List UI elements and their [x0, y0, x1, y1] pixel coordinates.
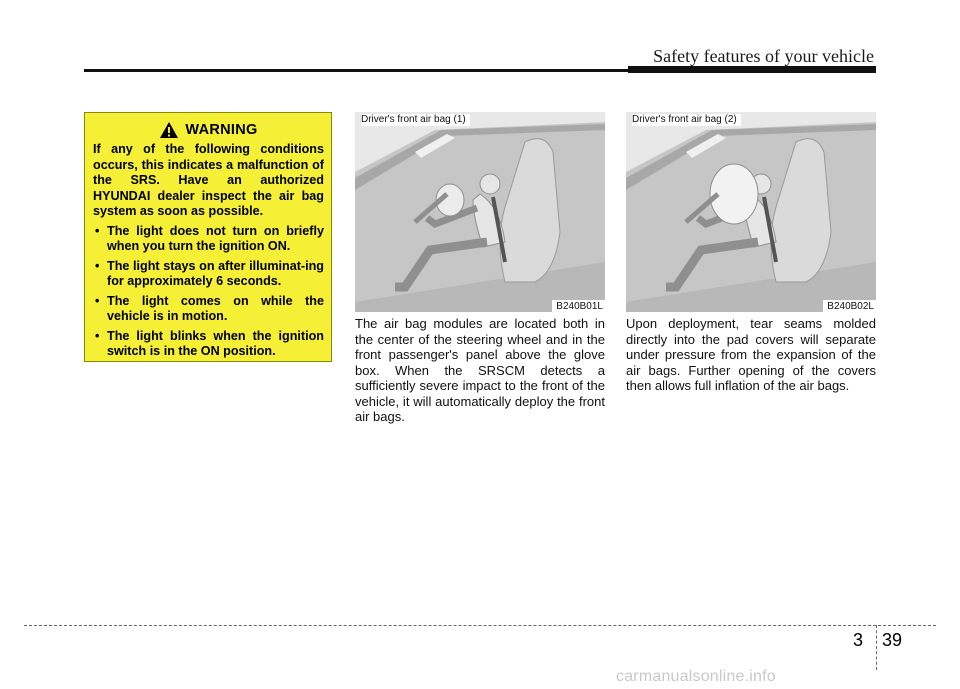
warning-item: • The light stays on after illuminat-ing for approximately 6 seconds.: [93, 259, 324, 290]
paragraph-deployment: Upon deployment, tear seams molded directly into the pad covers will separate under pressure from the expansion of the air bags. Further opening of the covers then allows full inflation of the air bags.: [626, 316, 876, 393]
chapter-number: 3: [853, 630, 864, 650]
section-title: Safety features of your vehicle: [653, 46, 874, 66]
warning-item: • The light blinks when the ignition switch is in the ON position.: [93, 329, 324, 360]
header-rule-accent: [628, 66, 876, 73]
warning-item: • The light comes on while the vehicle is in motion.: [93, 294, 324, 325]
warning-heading: [93, 121, 324, 139]
paragraph-airbag-modules: The air bag modules are located both in the center of the steering wheel and in the front passenger's panel above the glove box. When the SRSCM detects a sufficiently severe impact to the front of the vehicle, it will automatically deploy the front air bags.: [355, 316, 605, 424]
warning-box: [84, 112, 332, 362]
warning-item: • The light does not turn on briefly when you turn the ignition ON.: [93, 224, 324, 255]
airbag-illustration-1: [355, 112, 605, 312]
figure-caption: Driver's front air bag (1): [361, 114, 470, 126]
footer-divider: [876, 625, 877, 670]
warning-triangle-icon: [159, 121, 179, 139]
warning-title: WARNING: [185, 122, 258, 138]
figure-code: B240B01L: [552, 300, 605, 312]
page-number: 39: [882, 630, 903, 650]
watermark: carmanualsonline.info: [616, 668, 776, 685]
footer-rule: [24, 625, 936, 626]
warning-list: [93, 224, 324, 360]
airbag-illustration-2: [626, 112, 876, 312]
figure-airbag-2: [626, 112, 876, 312]
figure-airbag-1: [355, 112, 605, 312]
figure-code: B240B02L: [823, 300, 876, 312]
figure-caption: Driver's front air bag (2): [632, 114, 741, 126]
warning-intro: If any of the following conditions occurs, this indicates a malfunction of the SRS. Have an authorized HYUNDAI dealer inspect the air bag system as soon as possible.: [93, 142, 324, 218]
